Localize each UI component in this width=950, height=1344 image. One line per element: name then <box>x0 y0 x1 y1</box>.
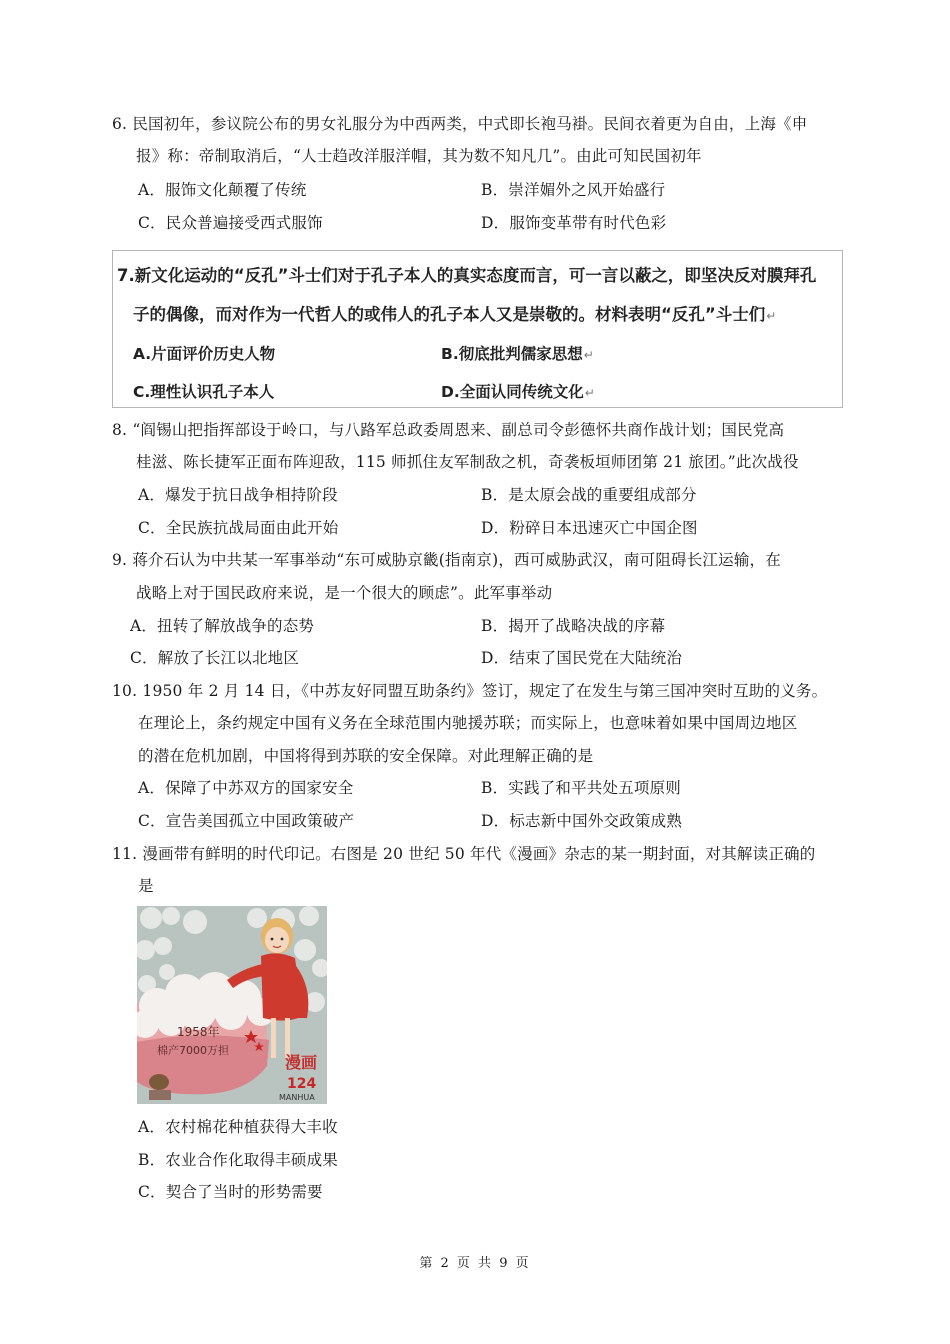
q6-option-d: D．服饰变革带有时代色彩 <box>481 214 667 232</box>
manhua-magazine-cover <box>137 906 327 1104</box>
q7-option-c: C.理性认识孔子本人 <box>133 383 275 401</box>
q8-option-b: B．是太原会战的重要组成部分 <box>481 486 697 504</box>
q9-option-b: B．揭开了战略决战的序幕 <box>481 617 666 635</box>
q8-option-d: D．粉碎日本迅速灭亡中国企图 <box>481 519 698 537</box>
q7-option-a: A.片面评价历史人物 <box>133 345 276 363</box>
q7-stem-line2: 子的偶像，而对作为一代哲人的或伟人的孔子本人又是崇敬的。材料表明“反孔”斗士们↵ <box>133 305 777 324</box>
cover-text-cotton: 棉产7000万担 <box>157 1044 229 1057</box>
q6-option-c: C．民众普遍接受西式服饰 <box>138 214 323 232</box>
q10-option-b: B．实践了和平共处五项原则 <box>481 779 681 797</box>
q10-stem-line2: 在理论上，条约规定中国有义务在全球范围内驰援苏联；而实际上，也意味着如果中国周边地区 <box>138 714 798 732</box>
cover-text-year: 1958年 <box>177 1025 220 1039</box>
q11-stem-line2: 是 <box>138 877 154 895</box>
q10-stem-line1: 10. 1950 年 2 月 14 日，《中苏友好同盟互助条约》签订，规定了在发生与第三国冲突时互助的义务。 <box>112 682 828 700</box>
q8-option-c: C．全民族抗战局面由此开始 <box>138 519 339 537</box>
q9-option-c: C．解放了长江以北地区 <box>130 649 300 667</box>
q8-option-a: A．爆发于抗日战争相持阶段 <box>138 486 338 504</box>
q11-stem-line1: 11. 漫画带有鲜明的时代印记。右图是 20 世纪 50 年代《漫画》杂志的某一期封面，对其解读正确的 <box>112 845 816 863</box>
q10-option-a: A．保障了中苏双方的国家安全 <box>138 779 354 797</box>
q10-option-c: C．宣告美国孤立中国政策破产 <box>138 812 355 830</box>
q6-stem-line2: 报》称：帝制取消后，“人士趋改洋服洋帽，其为数不知凡几”。由此可知民国初年 <box>136 147 702 165</box>
q7-option-b: B.彻底批判儒家思想↵ <box>441 345 594 363</box>
cover-issue-number: 124 <box>287 1076 317 1092</box>
q8-stem-line1: 8. “阎锡山把指挥部设于岭口，与八路军总政委周恩来、副总司令彭德怀共商作战计划；国民党高 <box>112 421 785 439</box>
cover-illustration <box>137 906 327 1104</box>
q7-box <box>112 250 843 408</box>
q9-stem-line2: 战略上对于国民政府来说，是一个很大的顾虑”。此军事举动 <box>136 584 553 602</box>
q10-option-d: D．标志新中国外交政策成熟 <box>481 812 683 830</box>
q9-option-d: D．结束了国民党在大陆统治 <box>481 649 683 667</box>
q6-option-b: B．崇洋媚外之风开始盛行 <box>481 181 666 199</box>
cover-latin-title: MANHUA <box>279 1093 315 1102</box>
q6-stem-line1: 6. 民国初年，参议院公布的男女礼服分为中西两类，中式即长袍马褂。民间衣着更为自由，上海《申 <box>112 115 808 133</box>
cover-magazine-title: 漫画 <box>285 1053 318 1072</box>
q7-option-d: D.全面认同传统文化↵ <box>441 383 595 401</box>
q11-option-b: B．农业合作化取得丰硕成果 <box>138 1151 338 1169</box>
q7-stem-line1: 7.新文化运动的“反孔”斗士们对于孔子本人的真实态度而言，可一言以蔽之，即坚决反对膜拜孔 <box>117 266 817 285</box>
q11-option-c: C．契合了当时的形势需要 <box>138 1183 323 1201</box>
q10-stem-line3: 的潜在危机加剧，中国将得到苏联的安全保障。对此理解正确的是 <box>138 747 594 765</box>
q8-stem-line2: 桂滋、陈长捷军正面布阵迎敌，115 师抓住友军制敌之机，奇袭板垣师团第 21 旅团。”此次战役 <box>136 453 799 471</box>
q9-option-a: A．扭转了解放战争的态势 <box>130 617 315 635</box>
q6-option-a: A．服饰文化颠覆了传统 <box>138 181 307 199</box>
q9-stem-line1: 9. 蒋介石认为中共某一军事举动“东可威胁京畿(指南京)，西可威胁武汉，南可阻碍长江运输，在 <box>112 551 781 569</box>
page-footer: 第 2 页 共 9 页 <box>419 1256 531 1271</box>
q11-option-a: A．农村棉花种植获得大丰收 <box>138 1118 338 1136</box>
